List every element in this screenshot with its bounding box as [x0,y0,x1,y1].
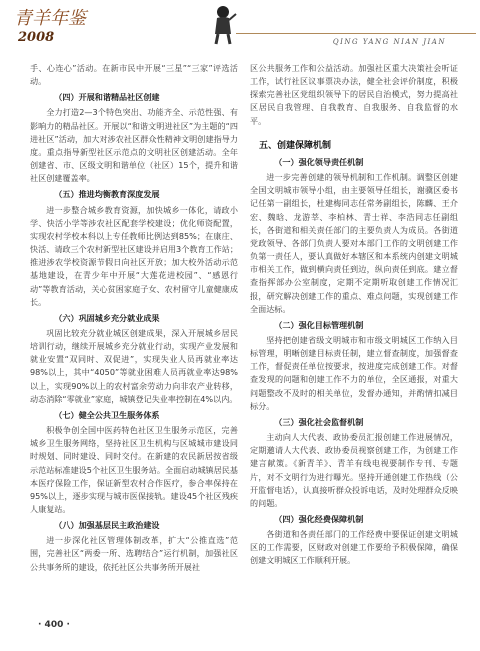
body-paragraph: 进一步深化社区管理体制改革，扩大“公推直选”范围，完善社区“两委一所、选聘结合”运行机制，加强社区公共事务所的建设，依托社区公共事务所开展社 [30,535,238,572]
page-number: · 400 · [38,620,70,630]
subsection-heading: （七）健全公共卫生服务体系 [54,409,160,420]
body-paragraph: 巩固比较充分就业城区创建成果，深入开展城乡居民培训行动，继续开展城乡充分就业行动，实现产业发展和就业安置“双同时、双促进”，实现失业人员再就业率达98%以上，其中“4050”等就业困难人员再就业率达98%以上，实现90%以上的农村富余劳动力向非农产业转移，动态消除“零就业”家庭，城镇登记失业率控制在4%以内。 [30,327,238,404]
header-running-title: QING YANG NIAN JIAN [332,38,446,46]
yearbook-logo [10,8,120,48]
body-paragraph: 进一步完善创建的领导机制和工作机制。调整区创建全国文明城市领导小组，由主要领导任组长，谢骥区委书记任第一副组长，杜建梅同志任常务副组长，陈麟、王介宏、魏晗、龙游莘、李柏林、青士祥、李浩同志任副组长，各街道和相关责任部门的主要负责人为成员。各街道党政领导、各部门负责人要对本部门工作的文明创建工作负第一责任人，要认真做好本辖区和本系统内创建文明城市相关工作，做到横向责任到边，纵向责任到底。建立督查指挥部办公室制度，定期不定期听取创建工作情况汇报，研究解决创建工作的重点、难点问题，实现创建工作全面达标。 [250,172,458,314]
subsection-heading: （二）强化目标管理机制 [274,319,364,330]
right-column [250,62,458,568]
body-paragraph: 坚持把创建省级文明城市和市级文明城区工作纳入目标管理，明晰创建目标责任制，建立督查制度，加强督查工作，督促责任单位按要求，按进度完成创建工作。对督查发现的问题和创建工作不力的单位，全区通报，对重大问题整改不及时的相关单位，发督办通知，并酌情扣减目标分。 [250,334,458,411]
subsection-heading: （三）强化社会监督机制 [274,416,364,427]
logo-year: 2008 [18,30,55,45]
body-paragraph: 积极争创全国中医药特色社区卫生服务示范区，完善城乡卫生服务网络，坚持社区卫生机构与区城城市建设同时规划、同时建设、同时交付。在新建的农民新居按省级示范站标准建设5个社区卫生服务站。全面启动城镇居民基本医疗保险工作，保证新型农村合作医疗，参合率保持在95%以上，逐步实现与城市医保接轨。建设45个社区残疾人康复站。 [30,425,238,514]
body-paragraph: 区公共服务工作和公益活动。加强社区重大决策社会听证工作，试行社区议事票决办法，健全社会评价制度，积极探索完善社区党组织领导下的居民自治模式，努力提高社区居民自我管理、自我教育、自我服务、自我监督的水平。 [250,63,458,126]
body-paragraph: 手、心连心”活动。在新市民中开展“三星”“三家”评选活动。 [30,63,238,87]
logo-title: 青羊年鉴 [14,8,86,29]
subsection-heading: （四）开展和谐精品社区创建 [54,92,160,103]
section-heading: 五、创建保障机制 [259,140,332,151]
body-paragraph: 全力打造2—3个特色突出、功能齐全、示范性强、有影响力的精品社区。开展以“和谐文明进社区”为主题的“四进社区”活动，加大对涉农社区群众性精神文明创建指导力度。重点指导新型社区示范点的文明社区创建活动。全年创建省、市、区级文明和谐单位（社区）15个，提升和谐社区创建覆盖率。 [30,107,238,184]
page-header [0,0,480,54]
body-paragraph: 各街道和各责任部门的工作经费中要保证创建文明城区的工作需要，区财政对创建工作要给予积极保障，确保创建文明城区工作顺利开展。 [250,529,458,566]
subsection-heading: （五）推进均衡教育深度发展 [54,189,160,200]
subsection-heading: （六）巩固城乡充分就业成果 [54,312,160,323]
body-paragraph: 进一步整合城乡教育资源，加快城乡一体化，请政小学、快活小学等涉农社区配套学校建设；优化师资配置，实现农村学校本科以上专任教师比例达到85%；在康庄、快活、请政三个农村新型社区建设并启用3个教育工作站；推进涉农学校资源节假日向社区开放；加大校外活动示范基地建设，在青少年中开展“大莲花进校园”、“感恩行动”等教育活动，关心贫困家庭子女、农村留守儿童健康成长。 [30,204,238,307]
mascot-icon [208,4,238,46]
body-paragraph: 主动向人大代表、政协委员汇报创建工作进展情况，定期邀请人大代表、政协委员视察创建工作，为创建工作建言献策。《新青羊》、青羊有线电视要制作专刊、专题片，对不文明行为进行曝光。坚持开通创建工作热线（公开监督电话），认真接听群众投诉电话，及时处理群众反映的问题。 [250,432,458,508]
subsection-heading: （一）强化领导责任机制 [274,156,364,167]
subsection-heading: （四）强化经费保障机制 [274,514,364,524]
subsection-heading: （八）加强基层民主政治建设 [54,520,160,531]
left-column [30,62,238,574]
